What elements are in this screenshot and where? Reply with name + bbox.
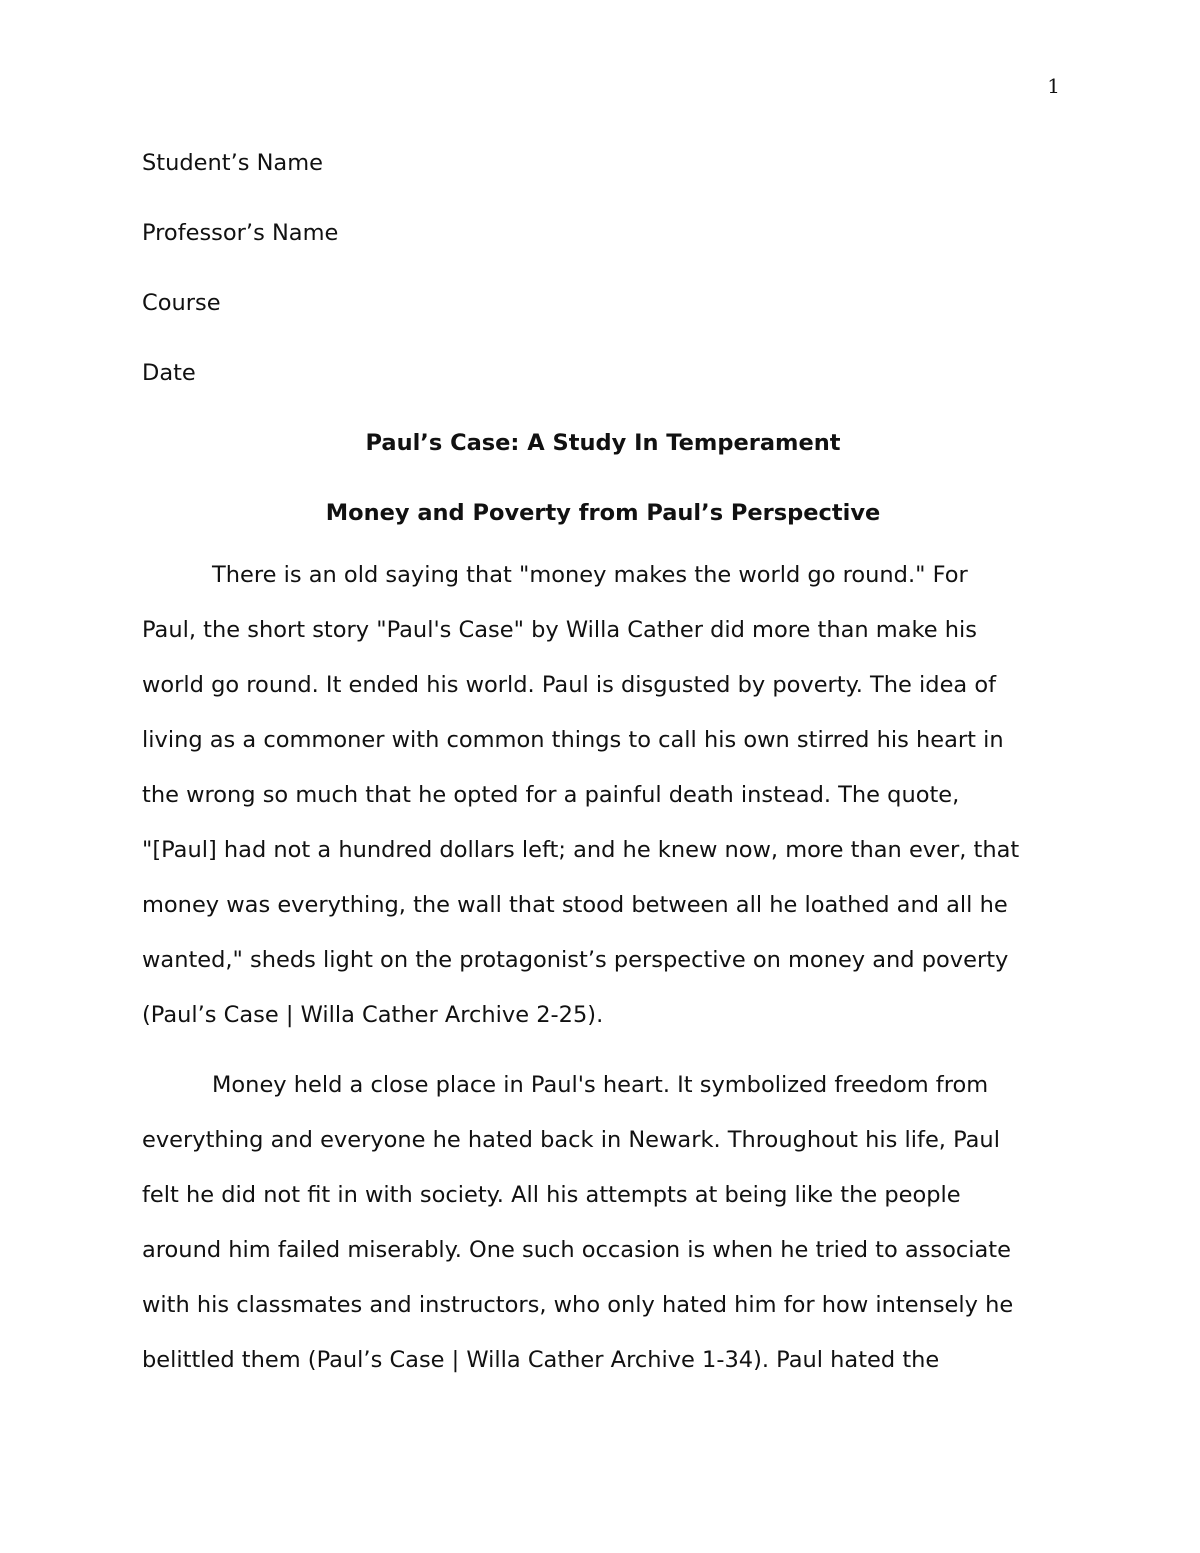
course-name: Course	[142, 290, 221, 316]
essay-subtitle: Money and Poverty from Paul’s Perspective	[325, 500, 881, 526]
paragraph	[142, 548, 1064, 1043]
paragraph-line: living as a commoner with common things to call his own stirred his heart in	[142, 727, 1004, 753]
professor-name: Professor’s Name	[142, 220, 339, 246]
paragraph-line: Paul, the short story "Paul's Case" by Willa Cather did more than make his	[142, 617, 977, 643]
date: Date	[142, 360, 196, 386]
paragraph-line: money was everything, the wall that stood between all he loathed and all he	[142, 892, 1008, 918]
paragraph-line: Money held a close place in Paul's heart. It symbolized freedom from	[212, 1072, 989, 1098]
document-body	[142, 128, 1064, 1388]
paragraph-line: world go round. It ended his world. Paul is disgusted by poverty. The idea of	[142, 672, 997, 698]
paragraph-line: with his classmates and instructors, who only hated him for how intensely he	[142, 1292, 1014, 1318]
paragraph-line: belittled them (Paul’s Case | Willa Cather Archive 1-34). Paul hated the	[142, 1347, 940, 1373]
paragraph-line: around him failed miserably. One such occasion is when he tried to associate	[142, 1237, 1011, 1263]
paragraph-line: wanted," sheds light on the protagonist’s perspective on money and poverty	[142, 947, 1009, 973]
page-number: 1	[1047, 74, 1060, 98]
essay-title: Paul’s Case: A Study In Temperament	[365, 430, 841, 456]
paragraph-line: felt he did not fit in with society. All his attempts at being like the people	[142, 1182, 961, 1208]
header-block	[142, 128, 1064, 408]
paragraph-line: "[Paul] had not a hundred dollars left; and he knew now, more than ever, that	[142, 837, 1020, 863]
paragraph	[142, 1058, 1064, 1388]
paragraph-line: (Paul’s Case | Willa Cather Archive 2-25).	[142, 1002, 604, 1028]
paragraph-line: There is an old saying that "money makes the world go round." For	[212, 562, 968, 588]
heading-block	[142, 408, 1064, 548]
student-name: Student’s Name	[142, 150, 323, 176]
paragraph-line: the wrong so much that he opted for a painful death instead. The quote,	[142, 782, 960, 808]
paragraph-line: everything and everyone he hated back in Newark. Throughout his life, Paul	[142, 1127, 1000, 1153]
